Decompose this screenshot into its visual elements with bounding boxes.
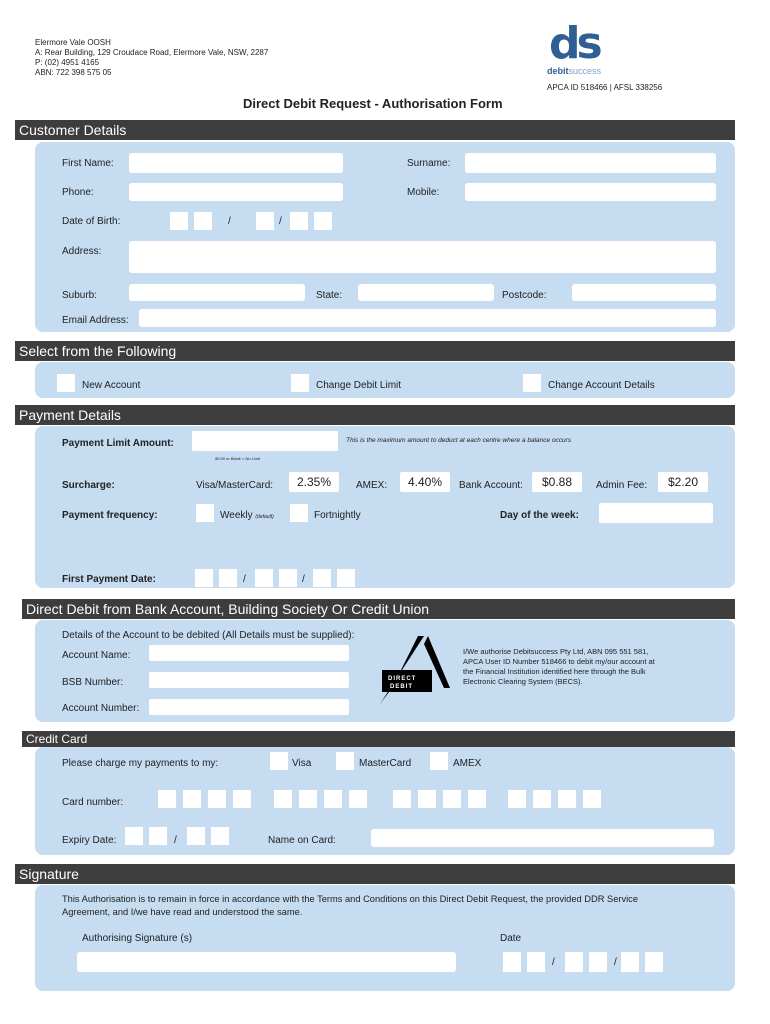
authorisation-text-1: I/We authorise Debitsuccess Pty Ltd, ABN 095 551 581,	[463, 647, 649, 656]
dob-month-2[interactable]	[289, 211, 309, 231]
email-label: Email Address:	[62, 315, 129, 326]
card-digit-5[interactable]	[273, 789, 293, 809]
signature-heading: Signature	[15, 864, 735, 884]
new-account-checkbox[interactable]	[56, 373, 76, 393]
expiry-year-2[interactable]	[210, 826, 230, 846]
address-field[interactable]	[128, 240, 717, 274]
debitsuccess-logo	[545, 18, 635, 77]
card-digit-11[interactable]	[442, 789, 462, 809]
bank-account-label: Bank Account:	[459, 480, 523, 491]
form-title: Direct Debit Request - Authorisation Form	[243, 96, 503, 111]
dob-slash-2: /	[279, 216, 282, 227]
card-digit-3[interactable]	[207, 789, 227, 809]
account-number-label: Account Number:	[62, 703, 140, 714]
card-digit-1[interactable]	[157, 789, 177, 809]
visa-mastercard-label: Visa/MasterCard:	[196, 480, 274, 491]
first-payment-year-2[interactable]	[336, 568, 356, 588]
day-of-week-label: Day of the week:	[500, 510, 579, 521]
new-account-label: New Account	[82, 380, 141, 391]
org-address: A: Rear Building, 129 Croudace Road, Elermore Vale, NSW, 2287	[35, 48, 269, 57]
expiry-date-label: Expiry Date:	[62, 835, 117, 846]
signature-date-month-1[interactable]	[564, 951, 584, 973]
amex-checkbox[interactable]	[429, 751, 449, 771]
postcode-field[interactable]	[571, 283, 717, 302]
first-payment-month-2[interactable]	[278, 568, 298, 588]
change-debit-limit-checkbox[interactable]	[290, 373, 310, 393]
card-digit-2[interactable]	[182, 789, 202, 809]
dob-day-2[interactable]	[193, 211, 213, 231]
direct-debit-heading: Direct Debit from Bank Account, Building Society Or Credit Union	[22, 599, 735, 619]
suburb-field[interactable]	[128, 283, 306, 302]
state-field[interactable]	[357, 283, 495, 302]
authorisation-text-3: the Financial Institution identified here through the Bulk	[463, 667, 646, 676]
signature-date-slash-2: /	[614, 957, 617, 968]
expiry-slash: /	[174, 835, 177, 846]
first-payment-slash-2: /	[302, 574, 305, 585]
dob-year[interactable]	[313, 211, 333, 231]
phone-field[interactable]	[128, 182, 344, 202]
signature-date-slash-1: /	[552, 957, 555, 968]
logo-letters: ds	[549, 18, 599, 69]
org-phone: P: (02) 4951 4165	[35, 58, 100, 67]
payment-limit-note: This is the maximum amount to deduct at each centre where a balance occurs	[346, 437, 572, 444]
signature-date-month-2[interactable]	[588, 951, 608, 973]
authorisation-text-4: Electronic Clearing System (BECS).	[463, 677, 583, 686]
amex-surcharge-label: AMEX:	[356, 480, 388, 491]
phone-label: Phone:	[62, 187, 94, 198]
account-name-field[interactable]	[148, 644, 350, 662]
direct-debit-logo-line2: DEBIT	[390, 684, 413, 690]
signature-field[interactable]	[76, 951, 457, 973]
day-of-week-field[interactable]	[598, 502, 714, 524]
payment-limit-subnote: $0.00 or Blank = No Limit	[215, 456, 261, 461]
signature-date-year-2[interactable]	[644, 951, 664, 973]
charge-to-label: Please charge my payments to my:	[62, 758, 219, 769]
change-account-details-checkbox[interactable]	[522, 373, 542, 393]
signature-terms-2: Agreement, and I/we have read and understood the same.	[62, 907, 303, 917]
visa-mastercard-surcharge: 2.35%	[288, 471, 340, 493]
state-label: State:	[316, 290, 343, 301]
direct-debit-logo	[380, 636, 450, 706]
account-name-label: Account Name:	[62, 650, 131, 661]
apca-id: APCA ID 518466 | AFSL 338256	[547, 83, 663, 92]
card-digit-7[interactable]	[323, 789, 343, 809]
change-account-details-label: Change Account Details	[548, 380, 655, 391]
dob-month-1[interactable]	[255, 211, 275, 231]
admin-fee: $2.20	[657, 471, 709, 493]
weekly-checkbox[interactable]	[195, 503, 215, 523]
org-name: Elermore Vale OOSH	[35, 38, 111, 47]
amex-surcharge: 4.40%	[399, 471, 451, 493]
signature-terms-1: This Authorisation is to remain in force in accordance with the Terms and Conditions on this Direct Debit Request, the provided DDR Service	[62, 894, 638, 904]
first-payment-date-label: First Payment Date:	[62, 574, 156, 585]
dob-slash-1: /	[228, 216, 231, 227]
first-payment-month-1[interactable]	[254, 568, 274, 588]
expiry-month-2[interactable]	[148, 826, 168, 846]
direct-debit-logo-line1: DIRECT	[388, 676, 417, 682]
surcharge-label: Surcharge:	[62, 480, 115, 491]
email-field[interactable]	[138, 308, 717, 328]
fortnightly-label: Fortnightly	[314, 510, 361, 521]
first-name-field[interactable]	[128, 152, 344, 174]
first-name-label: First Name:	[62, 158, 114, 169]
logo-wordmark: debitsuccess	[547, 66, 602, 76]
customer-details-heading: Customer Details	[15, 120, 735, 140]
direct-debit-details-note: Details of the Account to be debited (All Details must be supplied):	[62, 630, 355, 641]
visa-label: Visa	[292, 758, 312, 769]
mastercard-checkbox[interactable]	[335, 751, 355, 771]
first-payment-year-1[interactable]	[312, 568, 332, 588]
card-digit-13[interactable]	[507, 789, 527, 809]
org-abn: ABN: 722 398 575 05	[35, 68, 112, 77]
first-payment-day-1[interactable]	[194, 568, 214, 588]
card-digit-8[interactable]	[348, 789, 368, 809]
card-digit-15[interactable]	[557, 789, 577, 809]
bsb-number-field[interactable]	[148, 671, 350, 689]
payment-frequency-label: Payment frequency:	[62, 510, 158, 521]
first-payment-slash-1: /	[243, 574, 246, 585]
surname-field[interactable]	[464, 152, 717, 174]
authorisation-text-2: APCA User ID Number 518466 to debit my/our account at	[463, 657, 655, 666]
mobile-field[interactable]	[464, 182, 717, 202]
signature-date-day-2[interactable]	[526, 951, 546, 973]
postcode-label: Postcode:	[502, 290, 547, 301]
card-digit-4[interactable]	[232, 789, 252, 809]
surname-label: Surname:	[407, 158, 451, 169]
card-digit-16[interactable]	[582, 789, 602, 809]
admin-fee-label: Admin Fee:	[596, 480, 648, 491]
first-payment-day-2[interactable]	[218, 568, 238, 588]
card-digit-12[interactable]	[467, 789, 487, 809]
suburb-label: Suburb:	[62, 290, 98, 301]
expiry-month-1[interactable]	[124, 826, 144, 846]
payment-details-heading: Payment Details	[15, 405, 735, 425]
change-debit-limit-label: Change Debit Limit	[316, 380, 402, 391]
name-on-card-label: Name on Card:	[268, 835, 336, 846]
bsb-number-label: BSB Number:	[62, 677, 124, 688]
signature-date-year-1[interactable]	[620, 951, 640, 973]
payment-limit-label: Payment Limit Amount:	[62, 438, 174, 449]
address-label: Address:	[62, 246, 102, 257]
card-digit-6[interactable]	[298, 789, 318, 809]
mobile-label: Mobile:	[407, 187, 440, 198]
bank-account-fee: $0.88	[531, 471, 583, 493]
weekly-label: Weekly (default)	[220, 510, 274, 521]
account-number-field[interactable]	[148, 698, 350, 716]
payment-limit-field[interactable]	[191, 430, 339, 452]
authorising-signature-label: Authorising Signature (s)	[82, 933, 193, 944]
card-digit-14[interactable]	[532, 789, 552, 809]
dob-label: Date of Birth:	[62, 216, 121, 227]
name-on-card-field[interactable]	[370, 828, 715, 848]
direct-debit-logo-mark	[380, 636, 450, 706]
card-digit-9[interactable]	[392, 789, 412, 809]
dob-day-1[interactable]	[169, 211, 189, 231]
signature-date-label: Date	[500, 933, 522, 944]
card-digit-10[interactable]	[417, 789, 437, 809]
select-heading: Select from the Following	[15, 341, 735, 361]
credit-card-heading: Credit Card	[22, 731, 735, 747]
card-number-label: Card number:	[62, 797, 124, 808]
expiry-year-1[interactable]	[186, 826, 206, 846]
signature-date-day-1[interactable]	[502, 951, 522, 973]
fortnightly-checkbox[interactable]	[289, 503, 309, 523]
mastercard-label: MasterCard	[359, 758, 412, 769]
visa-checkbox[interactable]	[269, 751, 289, 771]
amex-label: AMEX	[453, 758, 482, 769]
